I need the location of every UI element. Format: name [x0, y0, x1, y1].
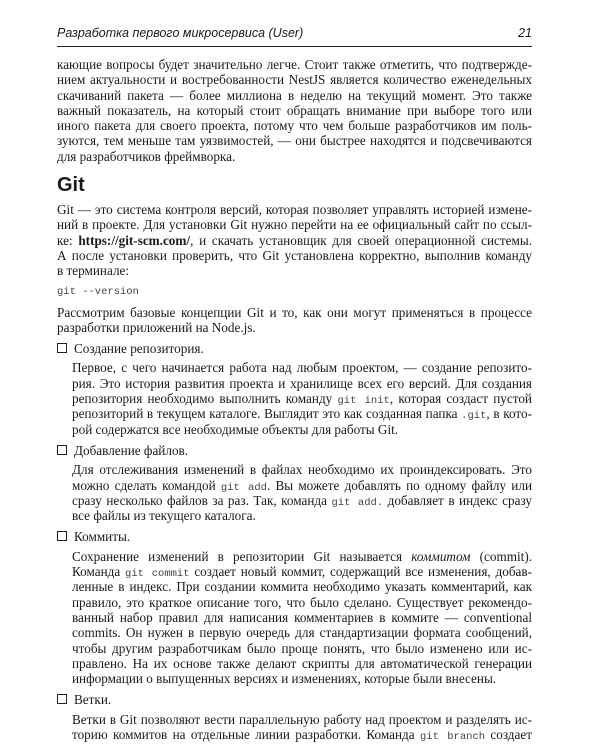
bullet-label: Добавление файлов. — [74, 442, 189, 458]
text-segment: все файлы из текущего каталога. — [72, 508, 256, 524]
text-segment: репозитория необходимо выполнить команду — [72, 391, 338, 407]
running-header-title: Разработка первого микросервиса (User) — [57, 26, 304, 40]
text-segment: важный показатель, на который стоит обращать внимание при выборе того или — [57, 102, 532, 118]
text-line — [57, 320, 532, 335]
paragraph-branches — [72, 712, 532, 743]
text-segment: создает новый коммит, содержащий все изменения, добав- — [189, 564, 532, 580]
text-segment: можно сделать командой — [72, 477, 221, 493]
text-segment: (commit). — [470, 548, 533, 564]
text-segment: Ветки в Git позволяют вести параллельную работу над проектом и разделять ис- — [72, 711, 532, 727]
text-segment: commits. Он нужен в первую очередь для стандартизации формата сообщений, — [72, 625, 532, 641]
text-line — [72, 360, 532, 375]
text-line — [72, 625, 532, 640]
text-segment: разработки приложений на Node.js. — [57, 319, 256, 335]
text-line — [72, 462, 532, 477]
code-block: git --version — [57, 285, 139, 298]
inline-code: .git — [461, 410, 487, 423]
link-text: https://git-scm.com/ — [78, 232, 191, 248]
paragraph-intro — [57, 57, 532, 164]
checkbox-square-icon — [57, 531, 67, 541]
running-header — [57, 26, 532, 47]
inline-code: git commit — [125, 568, 190, 581]
text-line — [57, 72, 532, 87]
text-segment: в терминале: — [57, 263, 130, 279]
bullet-add-files — [57, 443, 532, 458]
paragraph-commits — [72, 549, 532, 687]
text-segment: иного пакета для своего проекта, потому что чем больше разработчиков им поль- — [57, 118, 532, 134]
text-segment: А после установки проверить, что Git установлена корректно, выполнив команду — [57, 247, 532, 263]
text-line — [57, 57, 532, 72]
text-segment: чтобы другим разработчикам было проще понять, что было изменено или ис- — [72, 640, 532, 656]
text-segment: сразу несколько файлов за раз. Так, команда — [72, 492, 332, 508]
bullet-create-repo — [57, 341, 532, 356]
text-segment: Для отслеживания изменений в файлах необходимо их проиндексировать. Это — [72, 462, 532, 478]
bullet-label: Коммиты. — [74, 529, 131, 545]
text-segment: Первое, с чего начинается работа над любым проектом, — создание репозито- — [72, 360, 532, 376]
text-segment: Команда — [72, 564, 126, 580]
bullet-label: Ветки. — [74, 692, 112, 708]
text-segment: создает — [485, 726, 532, 742]
text-segment: рой содержатся все необходимые объекты для работы Git. — [72, 421, 399, 437]
text-line — [57, 202, 532, 217]
text-line — [72, 406, 532, 421]
text-line — [72, 564, 532, 579]
text-segment: , в кото- — [486, 406, 532, 422]
text-line — [72, 579, 532, 594]
paragraph-add-files — [72, 462, 532, 523]
bullet-commits — [57, 529, 532, 544]
text-segment: Git — это система контроля версий, которая позволяет управлять историей измене- — [57, 202, 532, 218]
text-segment: информации о выпущенных версиях и изменениях, которые были внесены. — [72, 671, 497, 687]
text-line — [57, 118, 532, 133]
text-segment: ний в проекте. Для установки Git нужно перейти на ее официальный сайт по ссыл- — [57, 217, 532, 233]
text-line — [57, 149, 532, 164]
inline-code: git add. — [331, 496, 384, 509]
text-line — [72, 391, 532, 406]
text-line — [72, 727, 532, 742]
checkbox-square-icon — [57, 694, 67, 704]
text-line — [72, 478, 532, 493]
text-line — [72, 712, 532, 727]
text-line — [57, 103, 532, 118]
paragraph-concepts — [57, 305, 532, 336]
page-number: 21 — [518, 26, 532, 40]
bullet-label: Создание репозитория. — [74, 341, 204, 357]
text-line — [72, 493, 532, 508]
text-line — [57, 217, 532, 232]
text-line — [57, 248, 532, 263]
text-line — [72, 508, 532, 523]
text-line — [72, 595, 532, 610]
paragraph-create-repo — [72, 360, 532, 436]
text-segment: торию коммитов на отдельные линии разработки. Команда — [72, 726, 420, 742]
inline-code: git init — [337, 395, 390, 408]
text-line — [57, 305, 532, 320]
text-line — [72, 641, 532, 656]
text-line — [72, 422, 532, 437]
text-segment: для разработчиков фреймворка. — [57, 148, 236, 164]
text-line — [57, 233, 532, 248]
text-segment: ке: — [57, 232, 79, 248]
text-segment: скачиваний пакета — более миллиона в неделю на текущий момент. Это также — [57, 87, 532, 103]
text-segment: Сохранение изменений в репозитории Git называется — [72, 548, 412, 564]
text-segment: , и скачать установщик для своей операционной системы. — [190, 232, 532, 248]
text-segment: репозиторий в текущем каталоге. Выглядит это как созданная папка — [72, 406, 462, 422]
text-line — [72, 376, 532, 391]
bullet-branches — [57, 692, 532, 707]
text-segment: Рассмотрим базовые концепции Git и то, как они могут применяться в процессе — [57, 304, 532, 320]
inline-code: git add — [220, 481, 267, 494]
checkbox-square-icon — [57, 445, 67, 455]
page-body — [57, 57, 532, 742]
checkbox-square-icon — [57, 343, 67, 353]
text-segment: рия. Это история развития проекта и хранилище всех его версий. Для создания — [72, 375, 532, 391]
text-line — [57, 133, 532, 148]
text-segment: нием актуальности и востребованности NestJS является количество еженедельных — [57, 72, 532, 88]
text-line — [72, 671, 532, 686]
paragraph-git-intro — [57, 202, 532, 278]
text-segment: , которая создаст пустой — [389, 391, 532, 407]
text-line — [72, 656, 532, 671]
text-segment: ванный набор правил для написания комментариев в коммите — conventional — [72, 609, 532, 625]
text-segment: добавляет в индекс сразу — [383, 492, 532, 508]
text-segment: . Вы можете добавлять по одному файлу или — [266, 477, 533, 493]
text-line — [57, 263, 532, 278]
text-segment: правлено. На их основе также делают скрипты для автоматической генерации — [72, 655, 532, 671]
text-line — [72, 610, 532, 625]
text-segment: кающие вопросы будет значительно легче. Стоит также отметить, что подтвержде- — [57, 57, 532, 72]
text-segment: зуются, тем меньше там уязвимостей, — они быстрее находятся и подсвечиваются — [57, 133, 532, 149]
text-line — [72, 549, 532, 564]
emphasis-text: коммитом — [411, 548, 471, 564]
text-line — [57, 88, 532, 103]
text-segment: ленные в индекс. При создании коммита необходимо указать комментарий, как — [72, 579, 532, 595]
inline-code: git branch — [419, 730, 486, 743]
text-segment: правило, это краткое описание того, что было сделано. Существует рекомендо- — [72, 594, 532, 610]
section-heading-git: Git — [57, 174, 85, 197]
